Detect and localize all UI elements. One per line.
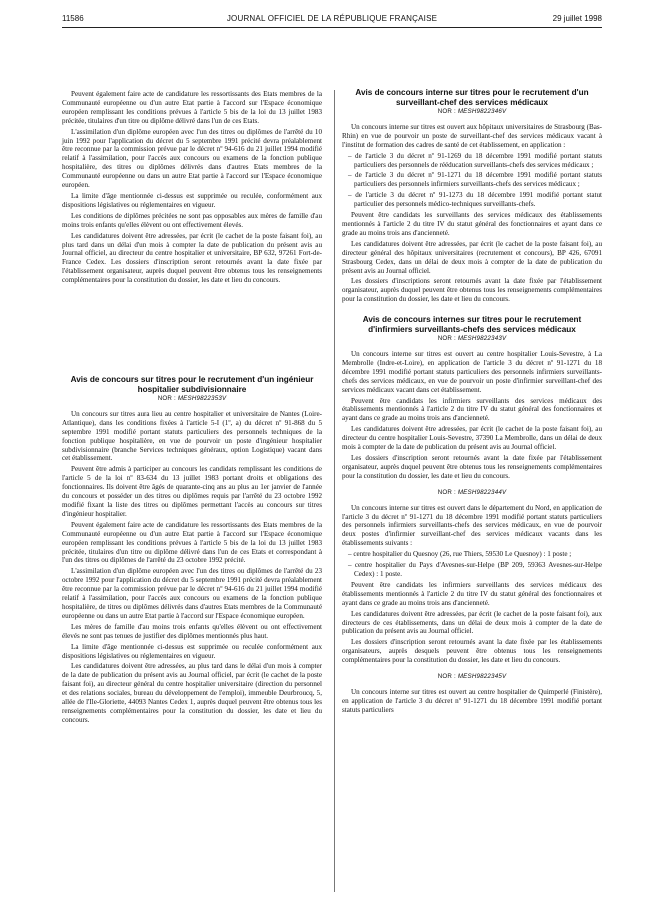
- notice-title: Avis de concours interne sur titres pour le recrutement d'un surveillant-chef des services médicaux: [355, 88, 589, 107]
- notice-title: Avis de concours sur titres pour le recrutement d'un ingénieur hospitalier subdivisionnaire: [70, 375, 314, 394]
- body-paragraph: Un concours interne sur titres est ouvert dans le département du Nord, en application de l'article 3 du décret nº 91-1271 du 18 décembre 1991 modifié portant statuts particuliers des personnels infirmiers surveillants-chefs des services médicaux, en vue de pourvoir deux postes d'infirmier surveillant-chef des services médicaux vacants dans les établissements suivants :: [342, 503, 602, 548]
- nor-label: NOR :: [437, 488, 456, 496]
- nor-reference: [62, 395, 322, 404]
- section-gap: [342, 306, 602, 315]
- nor-label: NOR :: [437, 108, 456, 115]
- body-paragraph: Peuvent être admis à participer au concours les candidats remplissant les conditions de l'article 5 de la loi nº 83-634 du 13 juillet 1983 portant droits et obligations des fonctionnaires. Ils doivent être âgés de quarante-cinq ans au plus au 1er janvier de l'année du concours et posséder un des titres ou diplômes requis par l'arrêté du 23 octobre 1992 modifié fixant la liste des titres ou diplômes permettant l'accès au concours sur titres d'ingénieur hospitalier.: [62, 465, 322, 518]
- list-item: – centre hospitalier du Pays d'Avesnes-sur-Helpe (BP 209, 59363 Avesnes-sur-Helpe Cedex) : 1 poste.: [348, 561, 602, 578]
- section-gap: [62, 287, 322, 375]
- list-item: – de l'article 3 du décret nº 91-1271 du 18 décembre 1991 modifié portant statuts particuliers des personnels infirmiers surveillants-chefs des services médicaux ;: [348, 171, 602, 189]
- nor-code: MESH9822343V: [457, 335, 507, 343]
- list-item: – centre hospitalier du Quesnoy (26, rue Thiers, 59530 Le Quesnoy) : 1 poste ;: [348, 550, 572, 559]
- list-item: – de l'article 3 du décret nº 91-1273 du 18 décembre 1991 modifié portant statut particulier des personnels médico-techniques surveillants-chefs.: [348, 191, 602, 209]
- body-paragraph: Les candidatures doivent être adressées, par écrit (le cachet de la poste faisant foi), au plus tard dans un délai d'un mois à compter la date de publication du présent avis au Journal officiel, au directeur du centre hospitalier et universitaire, BP 632, 97261 Fort-de-France Cedex. Les dossiers d'inscription seront retournés avant la date fixée par l'établissement organisateur, auprès duquel peuvent être obtenus tous les renseignements complémentaires pour la constitution du dossier, les date et lieu du concours.: [62, 231, 322, 285]
- body-paragraph: Les candidatures doivent être adressées, par écrit (le cachet de la poste faisant foi), aux directeurs de ces établissements, dans un délai de deux mois à compter de la date de publication du présent avis au Journal officiel.: [342, 609, 602, 636]
- body-paragraph: Les dossiers d'inscription seront retournés avant la date fixée par les établissements organisateurs, auprès desquels peuvent être obtenus tous les renseignements complémentaires pour la constitution du dossier, les date et lieu du concours.: [342, 638, 602, 665]
- body-paragraph: Les dossiers d'inscription seront retournés avant la date fixée par l'établissement organisateur, auprès duquel peuvent être obtenus tous les renseignements complémentaires pour la constitution du dossier, les date et lieu du concours.: [342, 454, 602, 480]
- body-paragraph: Les candidatures doivent être adressées, au plus tard dans le délai d'un mois à compter de la date de publication du présent avis au Journal officiel, par écrit (le cachet de la poste faisant foi), au directeur général du centre hospitalier universitaire (direction du personnel et des relations sociales, bureau du développement de l'emploi), immeuble Deurbroucq, 5, allée de l'Ile-Gloriette, 44093 Nantes Cedex 1, auprès duquel peuvent être obtenus tous les renseignements complémentaires pour la constitution du dossier, les date et lieu du concours.: [62, 662, 322, 724]
- body-paragraph: Les mères de famille d'au moins trois enfants qu'elles élèvent ou ont effectivement élevés ne sont pas tenues de justifier des diplômes mentionnés plus haut.: [62, 622, 322, 640]
- body-paragraph: Les candidatures doivent être adressées, par écrit (le cachet de la poste faisant foi), au directeur du centre hospitalier Louis-Sevestre, 37390 La Membrolle, dans un délai de deux mois à compter de la date de publication du présent avis au Journal officiel.: [342, 425, 602, 452]
- nor-label: NOR :: [157, 395, 176, 403]
- body-paragraph: Un concours interne sur titres est ouvert au centre hospitalier Louis-Sevestre, à La Membrolle (Indre-et-Loire), en application de l'article 3 du décret nº 91-1271 du 18 décembre 1991 modifié portant statuts particuliers des personnels infirmiers surveillants-chefs des services médicaux, en vue de pourvoir un poste d'infirmier surveillant-chef des services médicaux vacant dans cet établissement.: [342, 350, 602, 394]
- column-divider: [334, 90, 335, 892]
- notice-title: Avis de concours internes sur titres pour le recrutement d'infirmiers surveillants-chefs des services médicaux: [362, 315, 582, 334]
- body-paragraph: La limite d'âge mentionnée ci-dessus est supprimée ou reculée conformément aux dispositions législatives ou réglementaires en vigueur.: [62, 642, 322, 660]
- left-column: [62, 90, 322, 727]
- body-paragraph: Peuvent être candidats les surveillants des services médicaux des établissements mentionnés à l'article 2 du titre IV du statut général des fonctionnaires et ayant dans ce grade au moins trois ans d'ancienneté.: [342, 211, 602, 237]
- body-paragraph: Un concours interne sur titres est ouvert au centre hospitalier de Quimperlé (Finistère), en application de l'article 3 du décret nº 91-1271 du 18 décembre 1991 modifié portant statuts particuliers: [342, 687, 602, 714]
- journal-title: JOURNAL OFFICIEL DE LA RÉPUBLIQUE FRANÇAISE: [226, 14, 438, 23]
- nor-label: NOR :: [437, 673, 456, 681]
- nor-reference: [342, 673, 602, 682]
- body-paragraph: Peuvent également faire acte de candidature les ressortissants des Etats membres de la Communauté européenne ou d'un autre Etat partie à l'accord sur l'Espace économique européen remplissant les conditions prévues à l'article 5 bis de la loi du 13 juillet 1983 précitée, titulaires d'un titre ou diplôme délivré dans l'un de ces Etats et correspondant à l'un des titres ou diplômes de l'arrêté du 23 octobre 1992 précité.: [62, 520, 322, 565]
- list-item: – de l'article 3 du décret nº 91-1269 du 18 décembre 1991 modifié portant statuts particuliers des personnels de rééducation surveillants-chefs des services médicaux ;: [348, 151, 602, 169]
- body-paragraph: Les candidatures doivent être adressées, par écrit (le cachet de la poste faisant foi), au directeur général des hôpitaux universitaires (recrutement et concours), BP 426, 67091 Strasbourg Cedex, dans un délai de deux mois à compter de la date de publication du présent avis au Journal officiel.: [342, 239, 602, 275]
- nor-reference: [342, 108, 602, 117]
- nor-code: MESH9822346V: [457, 108, 507, 115]
- nor-reference: [342, 489, 602, 498]
- body-paragraph: Un concours interne sur titres est ouvert aux hôpitaux universitaires de Strasbourg (Bas-Rhin) en vue de pourvoir un poste de surveillant-chef des services médicaux vacant à l'institut de formation des cadres de santé de cet établissement, en application :: [342, 122, 602, 149]
- nor-code: MESH9822344V: [457, 488, 507, 496]
- body-paragraph: L'assimilation d'un diplôme européen avec l'un des titres ou diplômes de l'arrêté du 10 juin 1992 pour l'application du décret du 5 septembre 1991 précité devra préalablement être reconnue par la commission prévue par le décret nº 94-616 du 21 juillet 1994 modifié relatif à l'assimilation, pour l'accès aux concours ou examens de la fonction publique hospitalière, des titres ou diplômes délivrés dans d'autres Etats membres de la Communauté européenne ou dans un autre Etat partie à l'accord sur l'Espace économique européen.: [62, 127, 322, 190]
- body-paragraph: Les dossiers d'inscriptions seront retournés avant la date fixée par l'établissement organisateur, auprès duquel peuvent être obtenus tous les renseignements complémentaires pour la constitution du dossier, les date et lieu du concours.: [342, 277, 602, 304]
- body-paragraph: Peuvent également faire acte de candidature les ressortissants des Etats membres de la Communauté européenne ou d'un autre Etat partie à l'accord sur l'Espace économique européen remplissant les conditions prévues à l'article 5 bis de la loi du 13 juillet 1983 précitée, titulaires d'un titre ou diplôme délivré dans l'un de ces Etats.: [62, 90, 322, 125]
- page-number: 11586: [62, 14, 84, 23]
- body-paragraph: Les conditions de diplômes précitées ne sont pas opposables aux mères de famille d'au moins trois enfants qu'elles élèvent ou ont effectivement élevés.: [62, 211, 322, 229]
- body-paragraph: Peuvent être candidats les infirmiers surveillants des services médicaux des établissements mentionnés à l'article 2 du titre IV du statut général des fonctionnaires et ayant dans ce grade au moins trois ans d'ancienneté.: [342, 580, 602, 607]
- publication-date: 29 juillet 1998: [552, 14, 602, 23]
- right-column: [342, 88, 602, 717]
- nor-reference: [342, 335, 602, 344]
- body-paragraph: La limite d'âge mentionnée ci-dessus est supprimée ou reculée, conformément aux dispositions législatives ou réglementaires en vigueur.: [62, 191, 322, 209]
- body-paragraph: L'assimilation d'un diplôme européen avec l'un des titres ou diplômes de l'arrêté du 23 octobre 1992 pour l'application du décret du 5 septembre 1991 précité devra préalablement être reconnue par la commission prévue par le décret nº 94-616 du 21 juillet 1994 modifié relatif à l'assimilation, pour l'accès aux concours ou examens de la fonction publique hospitalière, de titres ou diplômes délivrés dans d'autres Etats membres de la Communauté européenne ou dans un autre Etat partie à l'accord sur l'Espace économique européen.: [62, 567, 322, 620]
- body-paragraph: Peuvent être candidats les infirmiers surveillants des services médicaux des établissements mentionnés à l'article 2 du titre IV du statut général des fonctionnaires et ayant dans ce grade au moins trois ans d'ancienneté.: [342, 396, 602, 423]
- nor-label: NOR :: [437, 335, 456, 343]
- header-rule: [62, 27, 602, 28]
- nor-code: MESH9822353V: [177, 395, 227, 403]
- body-paragraph: Un concours sur titres aura lieu au centre hospitalier et universitaire de Nantes (Loire-Atlantique), dans les conditions fixées à l'article 5-I (1º, a) du décret nº 91-868 du 5 septembre 1991 modifié portant statuts particuliers des personnels techniques de la fonction publique hospitalière, en vue de pourvoir un poste d'ingénieur hospitalier subdivisionnaire (branche Services techniques généraux, option Logistique) vacant dans cet établissement.: [62, 409, 322, 463]
- page-header: [62, 14, 602, 28]
- nor-code: MESH9822345V: [457, 673, 507, 681]
